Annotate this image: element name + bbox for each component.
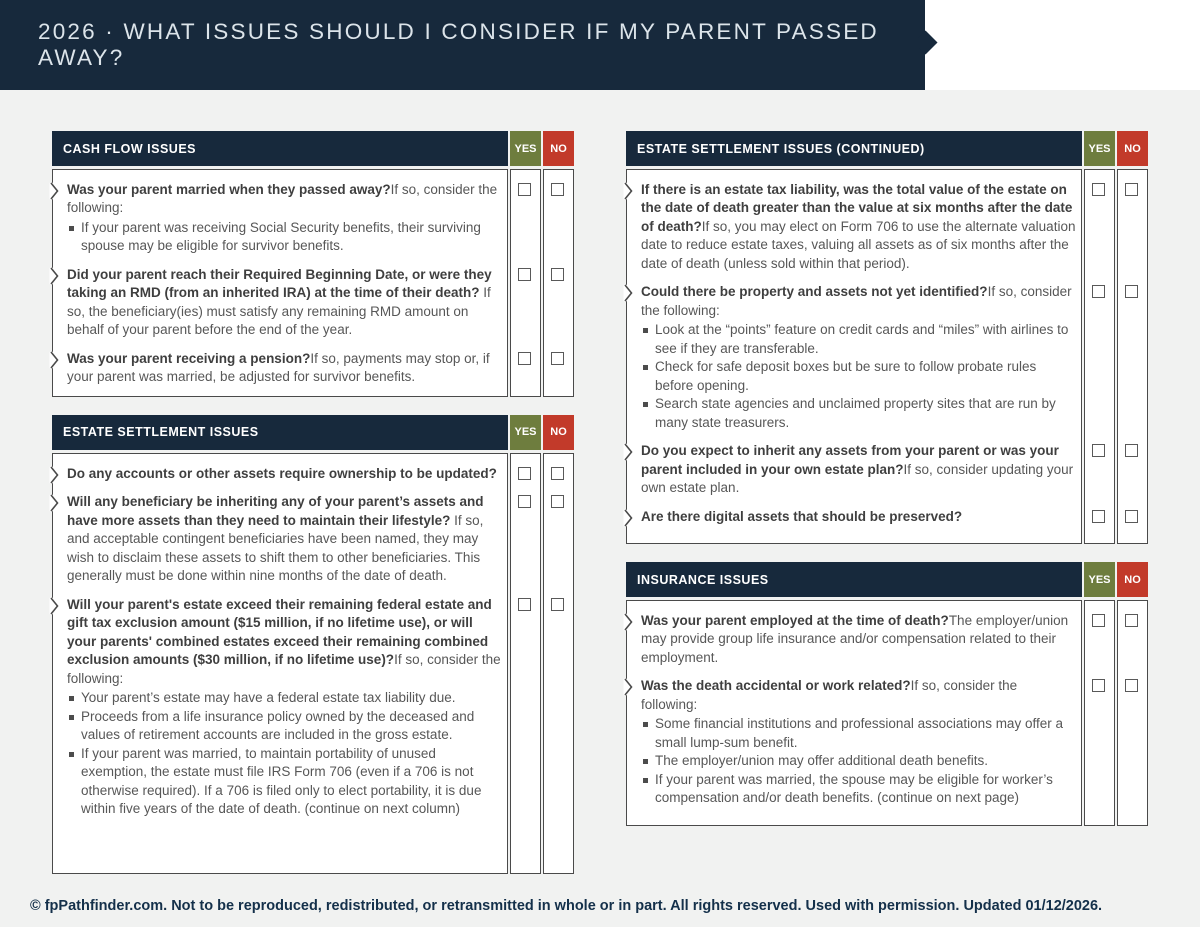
banner-row (0, 0, 1200, 90)
question-area (52, 169, 508, 397)
question-arrow-icon (46, 267, 59, 285)
question-arrow-icon (620, 678, 633, 696)
question-bullet-list (641, 321, 1076, 432)
title-banner (0, 0, 925, 90)
section-title: CASH FLOW ISSUES (63, 141, 197, 156)
bullet-item: If your parent was receiving Social Security benefits, their surviving spouse may be eligible for survivor benefits. (67, 219, 502, 256)
question-bold-text: Was your parent employed at the time of death? (641, 613, 949, 628)
bullet-item: Look at the “points” feature on credit cards and “miles” with airlines to see if they are transferable. (641, 321, 1076, 358)
section-title: INSURANCE ISSUES (637, 572, 769, 587)
question-bullet-list (67, 219, 502, 256)
question-detail-text: If so, consider the following: (67, 652, 501, 686)
yes-checkbox[interactable] (1092, 510, 1105, 523)
question-detail-text: If so, consider the following: (641, 678, 1018, 712)
no-checkbox[interactable] (1125, 679, 1138, 692)
question-arrow-icon (620, 443, 633, 461)
question-detail-text: If so, consider the following: (641, 284, 1072, 318)
yes-checkbox-column (510, 169, 541, 397)
page-title: 2026 · WHAT ISSUES SHOULD I CONSIDER IF MY PARENT PASSED AWAY? (38, 19, 879, 70)
no-column-header: NO (1117, 131, 1148, 166)
section-insurance (626, 562, 1148, 826)
question-arrow-icon (46, 597, 59, 615)
no-checkbox[interactable] (551, 598, 564, 611)
no-checkbox[interactable] (551, 467, 564, 480)
section-estate-settlement (52, 415, 574, 874)
no-checkbox[interactable] (1125, 183, 1138, 196)
right-column (626, 131, 1148, 826)
yes-column-header: YES (510, 131, 541, 166)
question-detail-text: If so, the beneficiary(ies) must satisfy any remaining RMD amount on behalf of your parent before the end of the year. (67, 285, 491, 338)
bullet-item: Search state agencies and unclaimed property sites that are run by many state treasurers. (641, 395, 1076, 432)
checklist-question (641, 612, 1076, 667)
question-bold-text: Did your parent reach their Required Beginning Date, or were they taking an RMD (from an inherited IRA) at the time of their death? (67, 266, 492, 301)
no-checkbox-column (543, 169, 574, 397)
yes-checkbox[interactable] (518, 183, 531, 196)
question-arrow-icon (46, 182, 59, 200)
yes-checkbox[interactable] (518, 598, 531, 611)
no-checkbox-column (1117, 600, 1148, 826)
question-arrow-icon (46, 351, 59, 369)
bullet-item: Proceeds from a life insurance policy owned by the deceased and values of retirement accounts are included in the gross estate. (67, 708, 502, 745)
no-column-header: NO (1117, 562, 1148, 597)
yes-checkbox[interactable] (518, 495, 531, 508)
question-bold-text: Was your parent married when they passed away? (67, 182, 391, 197)
question-bullet-list (641, 715, 1076, 807)
question-arrow-icon (620, 182, 633, 200)
question-arrow-icon (620, 613, 633, 631)
question-arrow-icon (46, 466, 59, 484)
checklist-content (0, 90, 1200, 874)
no-column-header: NO (543, 131, 574, 166)
question-detail-text: If so, you may elect on Form 706 to use the alternate valuation date to reduce estate taxes, valuing all assets as of six months after the date of death (unless sold within that period). (641, 218, 1076, 271)
checklist-question (641, 181, 1076, 273)
yes-checkbox[interactable] (518, 467, 531, 480)
question-arrow-icon (46, 494, 59, 512)
question-area (52, 453, 508, 874)
no-checkbox[interactable] (1125, 614, 1138, 627)
no-checkbox[interactable] (551, 495, 564, 508)
question-bold-text: Could there be property and assets not yet identified? (641, 284, 988, 300)
checklist-question (67, 181, 502, 256)
question-arrow-icon (620, 509, 633, 527)
question-detail-text: If so, consider the following: (67, 182, 498, 216)
yes-checkbox-column (510, 453, 541, 874)
yes-checkbox[interactable] (1092, 444, 1105, 457)
checklist-question (641, 677, 1076, 807)
checklist-question (67, 350, 502, 387)
question-bold-text: If there is an estate tax liability, was the total value of the estate on the date of death greater than the value at six months after the date of death? (641, 182, 1073, 234)
bullet-item: Your parent’s estate may have a federal estate tax liability due. (67, 689, 502, 707)
no-checkbox[interactable] (1125, 285, 1138, 298)
bullet-item: If your parent was married, to maintain portability of unused exemption, the estate must file IRS Form 706 (even if a 706 is not otherwise required). If a 706 is filed only to elect portability, it is due within five years of the date of death. (continue on next column) (67, 745, 502, 819)
question-bold-text: Do any accounts or other assets require ownership to be updated? (67, 465, 497, 481)
no-checkbox[interactable] (551, 268, 564, 281)
question-detail-text: The employer/union may provide group life insurance and/or compensation related to their employment. (641, 613, 1069, 665)
question-arrow-icon (620, 284, 633, 302)
question-bold-text: Will any beneficiary be inheriting any of your parent’s assets and have more assets than they need to maintain their lifestyle? (67, 494, 484, 528)
checklist-question (67, 493, 502, 585)
section-header (52, 131, 508, 166)
question-detail-text: If so, consider updating your own estate plan. (641, 461, 1074, 496)
left-column (52, 131, 574, 874)
no-checkbox-column (543, 453, 574, 874)
section-title: ESTATE SETTLEMENT ISSUES (63, 425, 259, 440)
section-header (626, 562, 1082, 597)
no-checkbox[interactable] (551, 352, 564, 365)
no-checkbox[interactable] (1125, 444, 1138, 457)
yes-checkbox[interactable] (1092, 679, 1105, 692)
yes-column-header: YES (1084, 562, 1115, 597)
section-cash-flow (52, 131, 574, 397)
bullet-item: If your parent was married, the spouse may be eligible for worker’s compensation and/or death benefits. (continue on next page) (641, 771, 1076, 808)
checklist-question (67, 596, 502, 819)
yes-checkbox[interactable] (518, 352, 531, 365)
bullet-item: The employer/union may offer additional death benefits. (641, 752, 1076, 770)
no-checkbox[interactable] (1125, 510, 1138, 523)
no-checkbox[interactable] (551, 183, 564, 196)
yes-column-header: YES (1084, 131, 1115, 166)
checklist-question (641, 283, 1076, 432)
checklist-question (641, 508, 1076, 526)
no-checkbox-column (1117, 169, 1148, 544)
question-area (626, 169, 1082, 544)
checklist-question (67, 465, 502, 483)
section-header (626, 131, 1082, 166)
bullet-item: Some financial institutions and professional associations may offer a small lump-sum benefit. (641, 715, 1076, 752)
yes-column-header: YES (510, 415, 541, 450)
question-bold-text: Was your parent receiving a pension? (67, 350, 311, 366)
question-detail-text: If so, and acceptable contingent beneficiaries have been named, they may wish to disclaim these assets to shift them to other beneficiaries. This generally must be done within nine months of the date of death. (67, 512, 484, 584)
question-bold-text: Are there digital assets that should be preserved? (641, 508, 963, 524)
yes-checkbox[interactable] (1092, 614, 1105, 627)
question-bold-text: Will your parent's estate exceed their remaining federal estate and gift tax exclusion amount ($15 million, if no lifetime use), or will your parents' combined estates exceed their remaining combined exclusion amounts ($30 million, if no lifetime use)? (67, 596, 492, 668)
no-column-header: NO (543, 415, 574, 450)
yes-checkbox[interactable] (518, 268, 531, 281)
bullet-item: Check for safe deposit boxes but be sure to follow probate rules before opening. (641, 358, 1076, 395)
question-bullet-list (67, 689, 502, 818)
yes-checkbox[interactable] (1092, 183, 1105, 196)
yes-checkbox-column (1084, 169, 1115, 544)
copyright-footer: © fpPathfinder.com. Not to be reproduced, redistributed, or retransmitted in whole or in part. All rights reserved. Used with permission. Updated 01/12/2026. (30, 897, 1103, 914)
section-title: ESTATE SETTLEMENT ISSUES (CONTINUED) (637, 141, 925, 156)
yes-checkbox[interactable] (1092, 285, 1105, 298)
section-estate-continued (626, 131, 1148, 544)
checklist-question (641, 442, 1076, 497)
yes-checkbox-column (1084, 600, 1115, 826)
question-bold-text: Was the death accidental or work related? (641, 678, 911, 694)
checklist-question (67, 266, 502, 340)
question-detail-text: If so, payments may stop or, if your parent was married, be adjusted for survivor benefits. (67, 350, 490, 385)
question-bold-text: Do you expect to inherit any assets from your parent or was your parent included in your own estate plan? (641, 443, 1059, 477)
section-header (52, 415, 508, 450)
question-area (626, 600, 1082, 826)
